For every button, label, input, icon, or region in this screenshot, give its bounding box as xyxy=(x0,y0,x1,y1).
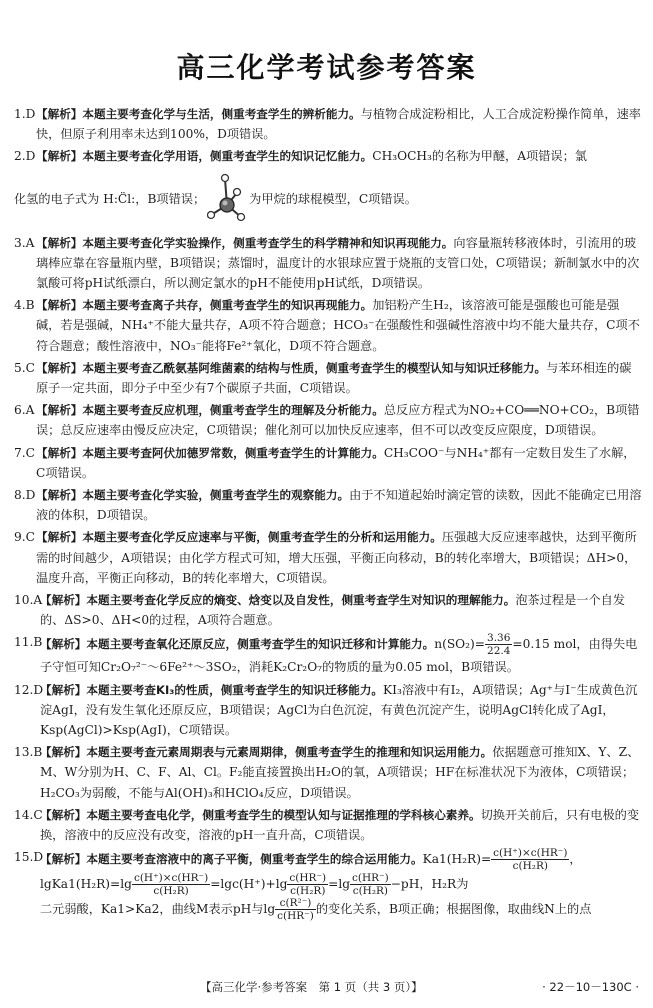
analysis-tag: 【解析】 xyxy=(40,745,87,760)
answer-item-2 xyxy=(14,146,642,230)
item-text: 由于不知道起始时滴定管的读数，因此不能确定已用溶液的体积，D项错误。 xyxy=(36,488,642,523)
fraction-numerator: c(HR⁻) xyxy=(352,872,389,885)
fraction-numerator: 3.36 xyxy=(487,632,511,645)
fraction xyxy=(350,872,391,897)
item-text: =lg xyxy=(328,877,351,892)
item-number: 4.B xyxy=(14,298,35,313)
fraction-numerator: c(H⁺)×c(HR⁻) xyxy=(133,872,209,885)
methane-ball-stick-model xyxy=(207,171,247,227)
fraction xyxy=(275,897,316,922)
answer-item-9 xyxy=(14,527,642,588)
item-lead: 本题主要考查电化学，侧重考查学生的模型认知与证据推理的学科核心素养。 xyxy=(86,807,481,822)
analysis-tag: 【解析】 xyxy=(36,403,83,418)
fraction-numerator: c(H⁺)×c(HR⁻) xyxy=(493,847,568,860)
item-lead: 本题主要考查乙酰氨基阿维菌素的结构与性质，侧重考查学生的模型认知与知识迁移能力。 xyxy=(82,360,547,375)
molecule-row xyxy=(14,167,642,231)
fraction-denominator: c(H₂R) xyxy=(512,860,548,873)
item-text: ，lgKa1(H₂R)=lg xyxy=(40,852,582,892)
item-text: 泡茶过程是一个自发的、ΔS>0、ΔH<0的过程，A项符合题意。 xyxy=(40,593,626,628)
item-text: n(SO₂)= xyxy=(434,637,486,652)
item-number: 15.D xyxy=(14,850,44,865)
analysis-tag: 【解析】 xyxy=(40,593,87,608)
fraction xyxy=(485,632,512,657)
item-text: =0.15 mol，由得失电子守恒可知Cr₂O₇²⁻～6Fe²⁺～3SO₂，消耗K₂Cr₂O₇的物质的量为0.05 mol，B项错误。 xyxy=(40,637,638,675)
fraction xyxy=(132,872,210,897)
item-text: 的变化关系，B项正确；根据图像，取曲线N上的点 xyxy=(315,902,592,917)
item-text: 切换开关前后，只有电极的变换，溶液中的反应没有改变，溶液的pH一直升高，C项错误。 xyxy=(40,807,640,843)
answer-item-6 xyxy=(14,400,642,440)
analysis-tag: 【解析】 xyxy=(40,637,87,652)
item-text: 为甲烷的球棍模型，C项错误。 xyxy=(249,191,417,206)
item-lead: 本题主要考查化学实验操作，侧重考查学生的科学精神和知识再现能力。 xyxy=(82,235,454,250)
item-text: 与植物合成淀粉相比，人工合成淀粉操作简单，速率快，但原子利用率未达到100%，D项错误。 xyxy=(36,107,641,142)
item-number: 13.B xyxy=(14,745,43,760)
item-text: 加铝粉产生H₂，该溶液可能是强酸也可能是强碱，若是强碱，NH₄⁺不能大量共存，A项不符合题意；HCO₃⁻在强酸性和强碱性溶液中均不能大量共存，C项不符合题意；酸性溶液中，NO₃⁻能将Fe²⁺氧化，D项不符合题意。 xyxy=(36,298,640,353)
item-lead: 本题主要考查化学反应速率与平衡，侧重考查学生的分析和运用能力。 xyxy=(82,530,442,545)
item-text: 总反应方程式为NO₂+CO══NO+CO₂，B项错误；总反应速率由慢反应决定，C项错误；催化剂可以加快反应速率，但不可以改变反应限度，D项错误。 xyxy=(36,403,640,438)
item-number: 7.C xyxy=(14,445,35,460)
fraction-numerator: c(HR⁻) xyxy=(289,872,327,885)
item-lead: 本题主要考查化学用语，侧重考查学生的知识记忆能力。 xyxy=(82,149,373,164)
item-text: 化氢的电子式为 H:C̈l:，B项错误； xyxy=(14,191,206,206)
item-text: =lgc(H⁺)+lg xyxy=(210,877,288,892)
item-number: 3.A xyxy=(14,235,35,250)
item-text: 压强越大反应速率越快，达到平衡所需的时间越少，A项错误；由化学方程式可知，增大压强，平衡正向移动，B的转化率增大，B项错误；ΔH>0，温度升高，平衡正向移动，B的转化率增大，C项错误。 xyxy=(36,530,637,585)
page-title: 高三化学考试参考答案 xyxy=(176,51,477,84)
item-text: 依据题意可推知X、Y、Z、M、W分别为H、C、F、Al、Cl。F₂能直接置换出H₂O的氧，A项错误；HF在标准状况下为液体，C项错误；H₂CO₃为弱酸，不能与Al(OH)₃和HClO₄反应，D项错误。 xyxy=(40,745,640,800)
item-lead: 本题主要考查KI₃的性质，侧重考查学生的知识迁移能力。 xyxy=(86,682,384,697)
analysis-tag: 【解析】 xyxy=(36,530,83,545)
analysis-tag: 【解析】 xyxy=(36,445,83,460)
analysis-tag: 【解析】 xyxy=(36,107,83,121)
item-lead: 本题主要考查溶液中的离子平衡，侧重考查学生的综合运用能力。 xyxy=(86,852,423,867)
fraction-denominator: c(H₂R) xyxy=(290,885,326,898)
item-number: 12.D xyxy=(14,682,44,697)
analysis-tag: 【解析】 xyxy=(36,488,83,503)
analysis-tag: 【解析】 xyxy=(40,852,87,867)
item-lead: 本题主要考查离子共存，侧重考查学生的知识再现能力。 xyxy=(82,298,373,313)
fraction-denominator: c(H₂R) xyxy=(153,885,189,898)
answer-item-12 xyxy=(14,680,642,741)
answer-item-4 xyxy=(14,295,642,356)
item-number: 8.D xyxy=(14,488,36,503)
item-lead: 本题主要考查阿伏加德罗常数，侧重考查学生的计算能力。 xyxy=(82,445,384,460)
item-number: 10.A xyxy=(14,593,43,608)
answer-item-11 xyxy=(14,632,642,677)
item-number: 6.A xyxy=(14,403,35,418)
analysis-tag: 【解析】 xyxy=(36,360,83,375)
analysis-tag: 【解析】 xyxy=(36,298,83,313)
item-lead: 本题主要考查化学实验，侧重考查学生的观察能力。 xyxy=(82,488,350,503)
item-text: 与苯环相连的碳原子一定共面，即分子中至少有7个碳原子共面，C项错误。 xyxy=(36,360,632,396)
item-text: 向容量瓶转移液体时，引流用的玻璃棒应靠在容量瓶内壁，B项错误；蒸馏时，温度计的水银球应置于烧瓶的支管口处，C项错误；新制氯水中的次氯酸可将pH试纸漂白，所以测定氯水的pH不能使用pH试纸，D项错误。 xyxy=(36,235,640,291)
item-number: 1.D xyxy=(14,107,36,121)
item-text: Ka1(H₂R)= xyxy=(422,852,492,867)
item-text: CH₃OCH₃的名称为甲醚，A项错误；氯 xyxy=(372,149,587,164)
answer-item-3 xyxy=(14,233,642,294)
item-number: 5.C xyxy=(14,360,35,375)
item-lead: 本题主要考查元素周期表与元素周期律，侧重考查学生的推理和知识运用能力。 xyxy=(86,745,493,760)
analysis-tag: 【解析】 xyxy=(36,149,83,164)
item-number: 14.C xyxy=(14,807,43,822)
answer-list xyxy=(14,104,642,924)
answer-item-10 xyxy=(14,590,642,630)
answer-item-8 xyxy=(14,485,642,525)
item-number: 11.B xyxy=(14,635,43,650)
item-lead: 本题主要考查化学反应的熵变、焓变以及自发性，侧重考查学生对知识的理解能力。 xyxy=(86,593,516,608)
fraction-denominator: c(HR⁻) xyxy=(277,910,314,923)
fraction-denominator: c(H₂R) xyxy=(352,885,389,898)
fraction xyxy=(491,847,569,872)
analysis-tag: 【解析】 xyxy=(40,807,87,822)
item-text: 二元弱酸，Ka1>Ka2，曲线M表示pH与lg xyxy=(40,902,276,917)
answer-item-13 xyxy=(14,742,642,803)
footer-code: · 22－10－130C · xyxy=(542,980,639,994)
fraction-numerator: c(R²⁻) xyxy=(275,897,316,910)
footer-page-info: 【高三化学·参考答案 第 1 页（共 3 页）】 xyxy=(200,980,423,994)
item-number: 9.C xyxy=(14,530,35,545)
item-lead: 本题主要考查氧化还原反应，侧重考查学生的知识迁移和计算能力。 xyxy=(86,637,435,652)
answer-item-14 xyxy=(14,805,642,845)
item-number: 2.D xyxy=(14,149,36,164)
item-lead: 本题主要考查化学与生活，侧重考查学生的辨析能力。 xyxy=(82,107,361,121)
answer-item-5 xyxy=(14,358,642,398)
fraction-denominator: 22.4 xyxy=(487,645,511,658)
item-text: CH₃COO⁻与NH₄⁺都有一定数目发生了水解，C项错误。 xyxy=(36,445,636,480)
analysis-tag: 【解析】 xyxy=(36,235,83,250)
fraction xyxy=(287,872,328,897)
answer-item-7 xyxy=(14,443,642,483)
analysis-tag: 【解析】 xyxy=(40,682,87,697)
item-text: KI₃溶液中有I₂，A项错误；Ag⁺与I⁻生成黄色沉淀AgI，没有发生氧化还原反应，B项错误；AgCl为白色沉淀，有黄色沉淀产生，说明AgCl转化成了AgI，Ksp(AgCl)>Ksp(AgI)，C项错误。 xyxy=(40,682,638,738)
answer-item-15 xyxy=(14,847,642,922)
answer-item-1 xyxy=(14,104,642,144)
item-lead: 本题主要考查反应机理，侧重考查学生的理解及分析能力。 xyxy=(82,403,384,418)
item-text: −pH，H₂R为 xyxy=(390,877,469,892)
